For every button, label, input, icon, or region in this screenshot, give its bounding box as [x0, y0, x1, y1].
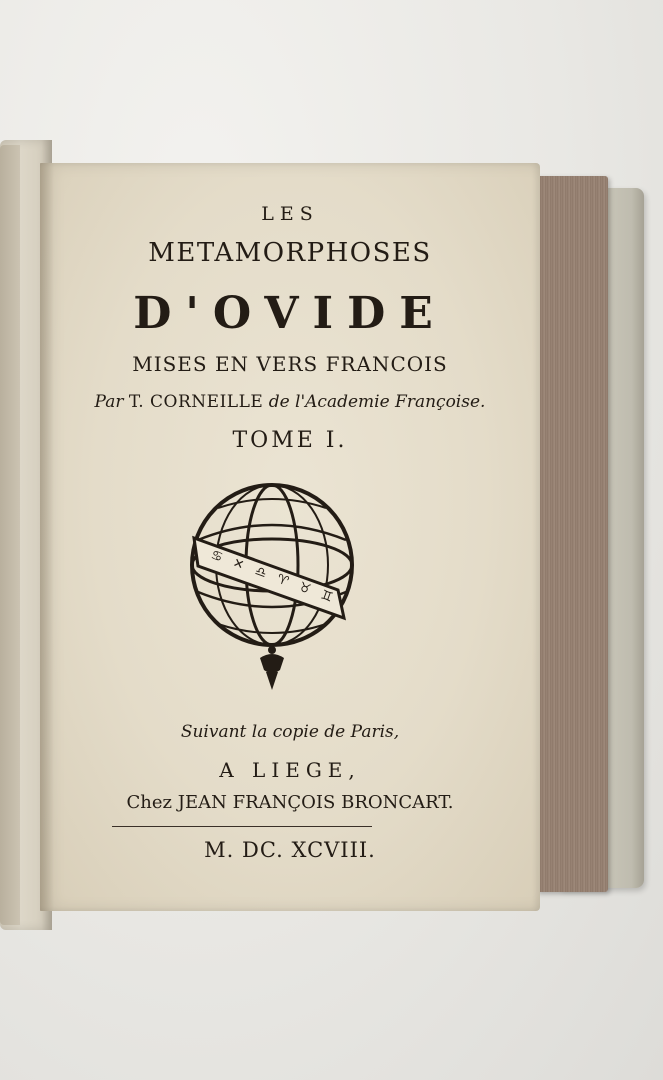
printer-name: JEAN FRANÇOIS BRONCART. — [177, 792, 454, 813]
publication-year: M. DC. XCVIII. — [204, 838, 376, 862]
imprint-rule — [112, 826, 372, 827]
title-ovide: D'OVIDE — [133, 288, 447, 339]
svg-text:✕: ✕ — [230, 555, 247, 574]
volume-label: TOME I. — [232, 428, 348, 453]
armillary-sphere-icon — [188, 480, 358, 695]
left-cover-edge — [0, 145, 20, 925]
imprint-printer — [40, 792, 540, 813]
svg-text:♋: ♋ — [208, 547, 225, 566]
author-name: T. CORNEILLE — [128, 392, 264, 412]
page-block-edges — [536, 176, 608, 892]
title-metamorphoses: METAMORPHOSES — [148, 238, 432, 268]
printer-prefix: Chez — [126, 792, 173, 813]
title-les: LES — [261, 203, 319, 225]
svg-text:♎: ♎ — [252, 563, 269, 582]
subtitle-mises: MISES EN VERS FRANCOIS — [132, 352, 448, 376]
author-line — [40, 392, 540, 412]
svg-text:♊: ♊ — [318, 587, 335, 606]
svg-text:♈: ♈ — [274, 571, 291, 590]
imprint-suivant: Suivant la copie de Paris, — [180, 722, 400, 742]
author-prefix: Par — [94, 392, 124, 412]
svg-text:♉: ♉ — [296, 579, 313, 598]
author-academie: de l'Academie Françoise. — [268, 392, 486, 412]
imprint-city: A LIEGE, — [219, 758, 361, 782]
